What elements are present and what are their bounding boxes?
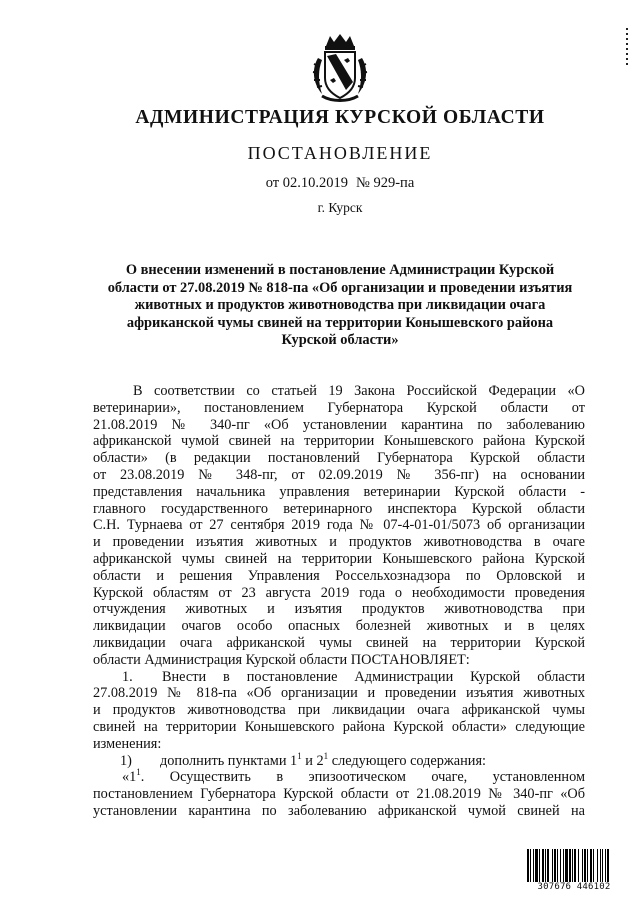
item-1-first-line (93, 669, 585, 686)
body-line: представления начальника управления ветеринарии Курской области - (93, 483, 585, 500)
item-1-text: Внести в постановление Администрации Курской области (162, 668, 585, 685)
subject-line: африканской чумы свиней на территории Конышевского района (126, 314, 554, 331)
document-number: № 929-па (356, 175, 415, 191)
body-line: изменения: (93, 735, 162, 752)
subitem-1-line (93, 750, 585, 770)
subject-line: животных и продуктов животноводства при ликвидации очага (134, 297, 546, 313)
document-subject (95, 262, 585, 350)
body-line: ветеринарии», постановлением Губернатора Курской области от (93, 399, 585, 416)
subject-line: О внесении изменений в постановление Администрации Курской (125, 262, 555, 278)
subitem-1-text-b: и 2 (301, 752, 324, 769)
document-city: г. Курск (317, 200, 363, 215)
body-line: 27.08.2019 № 818-па «Об организации и проведении изъятия животных (93, 685, 585, 702)
scan-edge-mark (625, 28, 630, 68)
organization-title: АДМИНИСТРАЦИЯ КУРСКОЙ ОБЛАСТИ (135, 107, 545, 128)
item-1-number: 1. (122, 668, 133, 685)
body-line: ликвидации очагов особо опасных болезней животных и в целях (93, 618, 585, 635)
body-line: области и решения Управления Россельхознадзора по Орловской и (93, 567, 585, 584)
superscript: 1 (136, 767, 141, 778)
superscript: 1 (297, 750, 302, 761)
body-line: установлении карантина по заболеванию африканской чумой свиней на (93, 802, 585, 819)
document-date-number (0, 175, 640, 192)
point-1-1-line (93, 769, 585, 786)
point-1-1-text: . Осуществить в эпизоотическом очаге, установленном (140, 769, 585, 786)
coat-of-arms-icon (308, 32, 372, 104)
body-line: ликвидации очага африканской чумы свиней на территории Курской (93, 634, 585, 651)
barcode (527, 849, 621, 893)
subject-line: области от 27.08.2019 № 818-па «Об организации и проведении изъятия (107, 279, 573, 296)
document-type: ПОСТАНОВЛЕНИЕ (247, 143, 433, 163)
body-line: от 23.08.2019 № 348-пг, от 02.09.2019 № 356-пг) на основании (93, 466, 585, 483)
subitem-1-text-a: дополнить пунктами 1 (160, 752, 298, 769)
body-line: и проведении изъятия животных и продуктов животноводства в очаге (93, 534, 585, 551)
superscript: 1 (323, 750, 329, 761)
body-line: африканской чумой свиней на территории Конышевского района Курской (93, 433, 585, 450)
body-line: главного государственного ветеринарного инспектора Курской области (93, 500, 585, 517)
body-line: постановлением Губернатора Курской области от 21.08.2019 № 340-пг «Об (93, 786, 585, 803)
body-line: отчуждения животных и изъятия продуктов животноводства при (93, 601, 585, 618)
body-line: области» (в редакции постановлений Губернатора Курской области (93, 450, 585, 467)
subitem-1-number: 1) (120, 752, 132, 769)
body-line: африканской чумы свиней на территории Конышевского района Курской (93, 550, 585, 567)
barcode-number: 307676 446102 (537, 882, 611, 892)
body-line: и продуктов животноводства при ликвидации очага африканской чумы (93, 702, 585, 719)
body-line: В соответствии со статьей 19 Закона Российской Федерации «О (133, 383, 585, 399)
body-line: свиней на территории Конышевского района Курской области» следующие (93, 718, 585, 735)
document-body (93, 383, 585, 820)
barcode-bars-icon (527, 849, 621, 882)
subitem-1-text-c: следующего содержания: (328, 752, 486, 769)
body-line: С.Н. Турнаева от 27 сентября 2019 года № 07-4-01-01/5073 об организации (93, 517, 585, 534)
body-line: Курской областям от 23 августа 2019 года о необходимости проведения (93, 584, 585, 601)
subject-line: Курской области» (281, 332, 399, 348)
point-1-1-lead: «1 (122, 769, 137, 786)
document-date: от 02.10.2019 (265, 175, 349, 191)
body-line: области Администрация Курской области ПОСТАНОВЛЯЕТ: (93, 651, 470, 668)
body-line: 21.08.2019 № 340-пг «Об установлении карантина по заболеванию (93, 416, 585, 433)
